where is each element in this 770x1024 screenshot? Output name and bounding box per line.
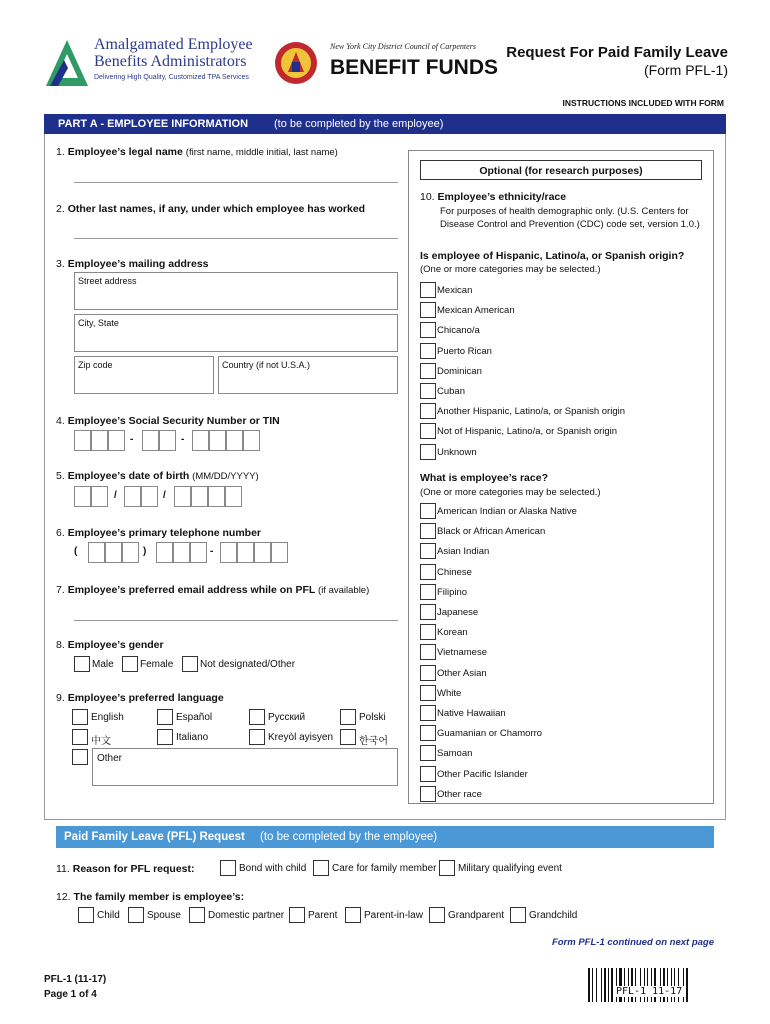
q1-number: 1. — [56, 146, 65, 158]
aeba-name-line1: Amalgamated Employee — [94, 36, 253, 53]
race-option-checkbox[interactable] — [420, 584, 436, 600]
country-field[interactable] — [218, 356, 398, 394]
hispanic-option-checkbox[interactable] — [420, 444, 436, 460]
q4-number: 4. — [56, 415, 65, 427]
q7-hint: (if available) — [318, 585, 370, 596]
footer-page-number: Page 1 of 4 — [44, 989, 97, 1000]
ssn-digit[interactable] — [192, 430, 209, 451]
race-hint: (One or more categories may be selected.) — [420, 487, 601, 498]
phone-digit[interactable] — [122, 542, 139, 563]
hispanic-option-label: Chicano/a — [437, 325, 480, 337]
phone-digit[interactable] — [254, 542, 271, 563]
aeba-name-line2: Benefits Administrators — [94, 53, 247, 70]
optional-header-box — [420, 160, 702, 180]
ssn-digit[interactable] — [243, 430, 260, 451]
hispanic-option-checkbox[interactable] — [420, 302, 436, 318]
phone-field[interactable] — [74, 542, 294, 564]
dob-digit[interactable] — [74, 486, 91, 507]
optional-header: Optional (for research purposes) — [479, 165, 643, 177]
q6-question — [56, 527, 261, 539]
q10-number: 10. — [420, 191, 435, 203]
dob-field[interactable] — [74, 486, 274, 508]
barcode — [588, 968, 726, 1002]
race-option-checkbox[interactable] — [420, 543, 436, 559]
race-option-checkbox[interactable] — [420, 503, 436, 519]
race-option-label: Asian Indian — [437, 546, 490, 558]
lang-italian-checkbox[interactable] — [157, 729, 173, 745]
barcode-bar — [608, 968, 609, 1002]
race-option-label: Japanese — [437, 607, 479, 618]
dob-digit[interactable] — [225, 486, 242, 507]
q10-description-line1: For purposes of health demographic only. (U.S. Centers for — [440, 206, 689, 217]
race-option-checkbox[interactable] — [420, 665, 436, 681]
hispanic-option-label: Cuban — [437, 386, 465, 397]
lang-haitian-creole-checkbox[interactable] — [249, 729, 265, 745]
member-parent-in-law-label: Parent-in-law — [364, 910, 423, 921]
reason-care-label: Care for family member — [332, 863, 437, 874]
hispanic-option-checkbox[interactable] — [420, 403, 436, 419]
q11-number: 11. — [56, 863, 70, 875]
form-id: (Form PFL-1) — [644, 62, 728, 78]
q5-label: Employee’s date of birth — [67, 470, 190, 482]
ssn-digit[interactable] — [209, 430, 226, 451]
q9-number: 9. — [56, 692, 65, 704]
member-grandparent-checkbox[interactable] — [429, 907, 445, 923]
race-option-checkbox[interactable] — [420, 644, 436, 660]
race-option-checkbox[interactable] — [420, 685, 436, 701]
reason-care-checkbox[interactable] — [313, 860, 329, 876]
q9-label: Employee’s preferred language — [67, 692, 224, 704]
lang-other-label: Other — [97, 753, 123, 764]
q1-label: Employee’s legal name — [67, 146, 183, 158]
q2-label: Other last names, if any, under which employee has worked — [67, 203, 366, 215]
q1-hint: (first name, middle initial, last name) — [185, 147, 338, 158]
ssn-digit[interactable] — [226, 430, 243, 451]
hispanic-option-label: Mexican — [437, 285, 473, 296]
dob-digit[interactable] — [174, 486, 191, 507]
lang-korean-label: 한국어 — [359, 736, 388, 747]
q6-number: 6. — [56, 527, 65, 539]
race-option-label: Other race — [437, 788, 482, 800]
dob-digit[interactable] — [91, 486, 108, 507]
barcode-bar — [604, 968, 606, 1002]
race-option-label: Filipino — [437, 586, 468, 598]
dob-slash: / — [163, 490, 166, 501]
race-option-checkbox[interactable] — [420, 745, 436, 761]
member-spouse-label: Spouse — [147, 910, 181, 921]
aeba-logo — [44, 36, 264, 92]
member-parent-checkbox[interactable] — [289, 907, 305, 923]
ssn-field[interactable] — [74, 430, 274, 452]
q4-question — [56, 415, 280, 427]
q12-question — [56, 891, 244, 903]
ssn-digit[interactable] — [91, 430, 108, 451]
member-parent-in-law-checkbox[interactable] — [345, 907, 361, 923]
q7-question — [56, 584, 369, 596]
street-address-label: Street address — [78, 276, 137, 286]
race-option-checkbox[interactable] — [420, 624, 436, 640]
form-title: Request For Paid Family Leave — [506, 44, 728, 61]
lang-english-label: English — [91, 712, 124, 723]
phone-digit[interactable] — [237, 542, 254, 563]
hispanic-hint: (One or more categories may be selected.) — [420, 264, 601, 275]
hispanic-option-checkbox[interactable] — [420, 343, 436, 359]
gender-male-label: Male — [92, 659, 114, 670]
phone-digit[interactable] — [105, 542, 122, 563]
gender-other-label: Not designated/Other — [200, 659, 296, 670]
q10-label: Employee’s ethnicity/race — [437, 191, 567, 203]
race-option-checkbox[interactable] — [420, 786, 436, 802]
race-option-checkbox[interactable] — [420, 523, 436, 539]
hispanic-option-checkbox[interactable] — [420, 383, 436, 399]
q2-question — [56, 203, 365, 215]
hispanic-option-label: Another Hispanic, Latino/a, or Spanish origin — [437, 406, 626, 418]
lang-spanish-label: Español — [176, 712, 213, 723]
q10-description-line2: Disease Control and Prevention (CDC) code set, version 1.0.) — [440, 219, 700, 230]
hispanic-option-label: Puerto Rican — [437, 345, 492, 357]
phone-digit[interactable] — [190, 542, 207, 563]
lang-russian-label: Русский — [268, 712, 306, 723]
barcode-text: PFL-1 11-17 — [616, 986, 683, 997]
hispanic-option-checkbox[interactable] — [420, 363, 436, 379]
email-field[interactable] — [74, 620, 398, 621]
hispanic-option-label: Not of Hispanic, Latino/a, or Spanish origin — [437, 426, 618, 438]
q12-label: The family member is employee’s: — [73, 891, 245, 903]
city-state-field[interactable] — [74, 314, 398, 352]
race-option-label: Guamanian or Chamorro — [437, 728, 543, 740]
race-option-label: Native Hawaiian — [437, 708, 506, 719]
hispanic-option-checkbox[interactable] — [420, 423, 436, 439]
benefit-funds-title: BENEFIT FUNDS — [330, 56, 498, 79]
q9-question — [56, 692, 224, 704]
other-last-names-field[interactable] — [74, 238, 398, 239]
lang-chinese-checkbox[interactable] — [72, 729, 88, 745]
reason-bond-label: Bond with child — [239, 863, 307, 874]
benefit-funds-logo — [272, 38, 498, 88]
gender-male-checkbox[interactable] — [74, 656, 90, 672]
member-grandchild-label: Grandchild — [529, 910, 578, 921]
member-child-label: Child — [97, 910, 120, 921]
race-option-label: Other Asian — [437, 667, 487, 679]
lang-other-field[interactable] — [92, 748, 398, 786]
pfl-title: Paid Family Leave (PFL) Request — [64, 831, 245, 843]
barcode-bar — [596, 968, 597, 1002]
hispanic-option-label: Mexican American — [437, 305, 515, 317]
race-option-checkbox[interactable] — [420, 604, 436, 620]
lang-other-checkbox[interactable] — [72, 749, 88, 765]
gender-other-checkbox[interactable] — [182, 656, 198, 672]
race-option-label: Chinese — [437, 566, 472, 578]
phone-digit[interactable] — [271, 542, 288, 563]
phone-digit[interactable] — [88, 542, 105, 563]
lang-spanish-checkbox[interactable] — [157, 709, 173, 725]
member-grandchild-checkbox[interactable] — [510, 907, 526, 923]
pfl-title-note: (to be completed by the employee) — [260, 831, 438, 843]
q11-label: Reason for PFL request: — [72, 863, 195, 875]
q8-question — [56, 639, 164, 651]
race-option-label: Black or African American — [437, 526, 546, 538]
lang-chinese-label: 中文 — [91, 736, 111, 747]
gender-female-checkbox[interactable] — [122, 656, 138, 672]
gender-female-label: Female — [140, 659, 174, 670]
q5-question — [56, 470, 259, 482]
street-address-field[interactable] — [74, 272, 398, 310]
phone-digit[interactable] — [220, 542, 237, 563]
lang-russian-checkbox[interactable] — [249, 709, 265, 725]
member-parent-label: Parent — [308, 910, 338, 921]
ssn-digit[interactable] — [142, 430, 159, 451]
q5-hint: (MM/DD/YYYY) — [192, 471, 259, 482]
city-state-label: City, State — [78, 318, 119, 328]
ssn-digit[interactable] — [108, 430, 125, 451]
hispanic-option-checkbox[interactable] — [420, 282, 436, 298]
q11-question — [56, 863, 195, 875]
q5-number: 5. — [56, 470, 65, 482]
barcode-bar — [592, 968, 593, 1002]
q6-label: Employee’s primary telephone number — [67, 527, 262, 539]
phone-dash: - — [210, 546, 214, 557]
reason-bond-checkbox[interactable] — [220, 860, 236, 876]
footer-form-code: PFL-1 (11-17) — [44, 974, 107, 985]
lang-korean-checkbox[interactable] — [340, 729, 356, 745]
race-option-label: White — [437, 687, 462, 699]
q3-label: Employee’s mailing address — [67, 258, 209, 270]
district-council-name: New York City District Council of Carpenters — [330, 42, 476, 51]
part-a-title: PART A - EMPLOYEE INFORMATION — [58, 118, 249, 130]
carpenters-seal-icon — [274, 40, 318, 86]
reason-military-label: Military qualifying event — [458, 863, 562, 874]
hispanic-option-label: Unknown — [437, 446, 477, 458]
ssn-digit[interactable] — [159, 430, 176, 451]
barcode-bar — [601, 968, 602, 1002]
part-a-banner — [44, 114, 726, 134]
race-question: What is employee’s race? — [420, 472, 548, 484]
barcode-bar — [686, 968, 688, 1002]
dob-digit[interactable] — [191, 486, 208, 507]
continued-note: Form PFL-1 continued on next page — [551, 937, 714, 948]
member-domestic-partner-checkbox[interactable] — [189, 907, 205, 923]
race-option-label: Korean — [437, 627, 468, 639]
reason-military-checkbox[interactable] — [439, 860, 455, 876]
barcode-bar — [611, 968, 613, 1002]
q8-number: 8. — [56, 639, 65, 651]
zip-code-label: Zip code — [78, 360, 113, 370]
member-spouse-checkbox[interactable] — [128, 907, 144, 923]
hispanic-option-checkbox[interactable] — [420, 322, 436, 338]
race-option-checkbox[interactable] — [420, 725, 436, 741]
dob-digit[interactable] — [141, 486, 158, 507]
instructions-note: INSTRUCTIONS INCLUDED WITH FORM — [562, 98, 724, 108]
member-child-checkbox[interactable] — [78, 907, 94, 923]
lang-english-checkbox[interactable] — [72, 709, 88, 725]
race-option-label: Other Pacific Islander — [437, 768, 528, 780]
member-grandparent-label: Grandparent — [448, 910, 505, 921]
lang-polish-label: Polski — [359, 712, 386, 723]
ssn-digit[interactable] — [74, 430, 91, 451]
legal-name-field[interactable] — [74, 182, 398, 183]
phone-paren-close: ) — [143, 546, 147, 557]
q7-number: 7. — [56, 584, 65, 596]
race-option-checkbox[interactable] — [420, 564, 436, 580]
dob-digit[interactable] — [208, 486, 225, 507]
country-label: Country (if not U.S.A.) — [222, 360, 311, 370]
race-option-checkbox[interactable] — [420, 705, 436, 721]
aeba-logo-mark-icon — [44, 38, 90, 90]
aeba-tagline: Delivering High Quality, Customized TPA Services — [94, 74, 249, 81]
part-a-title-note: (to be completed by the employee) — [274, 118, 444, 130]
dob-slash: / — [114, 490, 117, 501]
zip-code-field[interactable] — [74, 356, 214, 394]
race-option-label: Vietnamese — [437, 647, 487, 659]
phone-paren-open: ( — [74, 546, 78, 557]
q12-number: 12. — [56, 891, 71, 903]
pfl-banner — [56, 826, 714, 848]
q10-question — [420, 191, 566, 203]
q7-label: Employee’s preferred email address while on PFL — [67, 584, 316, 596]
q2-number: 2. — [56, 203, 65, 215]
q3-number: 3. — [56, 258, 65, 270]
lang-haitian-creole-label: Kreyòl ayisyen — [268, 732, 334, 743]
ssn-dash: - — [130, 434, 134, 445]
member-domestic-partner-label: Domestic partner — [208, 910, 285, 921]
hispanic-question: Is employee of Hispanic, Latino/a, or Spanish origin? — [420, 250, 685, 262]
dob-digit[interactable] — [124, 486, 141, 507]
race-option-label: Samoan — [437, 748, 473, 760]
lang-italian-label: Italiano — [176, 732, 209, 743]
q8-label: Employee’s gender — [67, 639, 164, 651]
barcode-bar — [588, 968, 590, 1002]
race-option-label: American Indian or Alaska Native — [437, 506, 577, 517]
q4-label: Employee’s Social Security Number or TIN — [67, 415, 280, 427]
phone-digit[interactable] — [173, 542, 190, 563]
race-option-checkbox[interactable] — [420, 766, 436, 782]
q3-question — [56, 258, 209, 270]
ssn-dash: - — [181, 434, 185, 445]
lang-polish-checkbox[interactable] — [340, 709, 356, 725]
q1-question — [56, 146, 338, 158]
hispanic-option-label: Dominican — [437, 365, 482, 377]
phone-digit[interactable] — [156, 542, 173, 563]
